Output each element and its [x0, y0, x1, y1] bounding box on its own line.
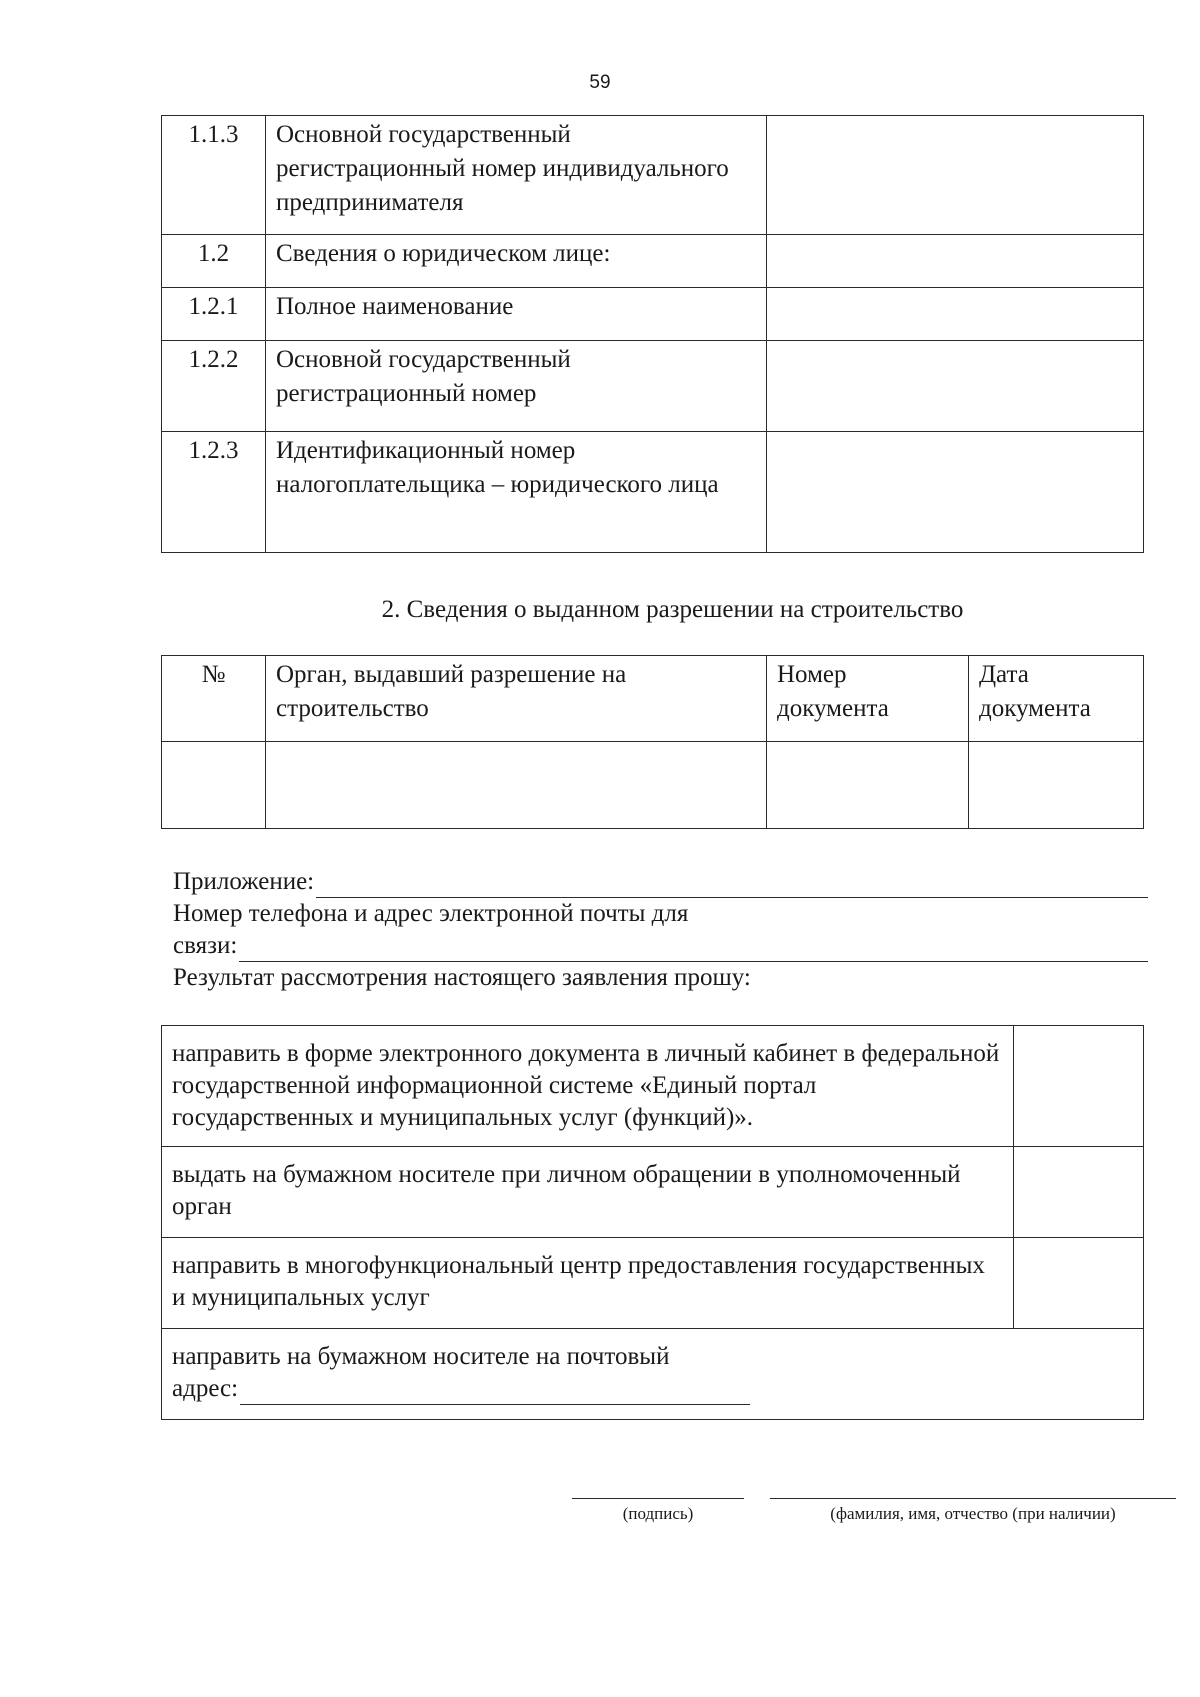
contact-label: Номер телефона и адрес электронной почты для	[173, 900, 689, 927]
table-row	[162, 341, 1144, 432]
row-label: Сведения о юридическом лице:	[266, 235, 767, 288]
result-label: Результат рассмотрения настоящего заявления прошу:	[173, 964, 751, 991]
document-number-field[interactable]	[767, 742, 969, 829]
table-row	[162, 1026, 1144, 1147]
row-value-field[interactable]	[767, 288, 1144, 341]
permit-table	[161, 655, 1144, 829]
table-header-row	[162, 656, 1144, 742]
row-value-field[interactable]	[767, 432, 1144, 553]
delivery-option-text: направить в форме электронного документа в личный кабинет в федеральной государственной информационной системе «Единый портал государственных и муниципальных услуг (функций)».	[162, 1026, 1014, 1147]
full-name-block	[770, 1498, 1176, 1524]
row-label: Полное наименование	[266, 288, 767, 341]
attachment-label: Приложение:	[173, 868, 315, 895]
contact-row	[173, 930, 1148, 962]
row-value-field[interactable]	[767, 235, 1144, 288]
header-document-number: Номер документа	[767, 656, 969, 742]
row-number: 1.2.3	[162, 432, 266, 553]
table-row	[162, 235, 1144, 288]
header-document-date: Дата документа	[969, 656, 1144, 742]
table-row	[162, 288, 1144, 341]
delivery-option-text: направить в многофункциональный центр предоставления государственных и муниципальных услуг	[162, 1238, 1014, 1329]
delivery-option-checkbox[interactable]	[1014, 1147, 1144, 1238]
row-label: Основной государственный регистрационный номер индивидуального предпринимателя	[266, 116, 767, 235]
document-date-field[interactable]	[969, 742, 1144, 829]
header-issuing-authority: Орган, выдавший разрешение на строительство	[266, 656, 767, 742]
row-number: 1.2.1	[162, 288, 266, 341]
table-row	[162, 116, 1144, 235]
contact-fill-line[interactable]	[239, 935, 1148, 962]
delivery-option-checkbox[interactable]	[1014, 1026, 1144, 1147]
table-row	[162, 742, 1144, 829]
delivery-option-postal	[162, 1329, 1144, 1420]
attachment-fill-line[interactable]	[316, 871, 1148, 898]
table-row	[162, 1329, 1144, 1420]
delivery-option-checkbox[interactable]	[1014, 1238, 1144, 1329]
table-row	[162, 1238, 1144, 1329]
signature-caption: (подпись)	[572, 1498, 744, 1524]
row-label: Основной государственный регистрационный номер	[266, 341, 767, 432]
delivery-option-text: выдать на бумажном носителе при личном обращении в уполномоченный орган	[162, 1147, 1014, 1238]
section-title: 2. Сведения о выданном разрешении на строительство	[381, 596, 964, 623]
issuing-authority-field[interactable]	[266, 742, 767, 829]
delivery-option-text: направить на бумажном носителе на почтовый	[172, 1343, 670, 1370]
row-label: Идентификационный номер налогоплательщика – юридического лица	[266, 432, 767, 553]
form-lines	[173, 866, 1148, 994]
table-row	[162, 432, 1144, 553]
row-number: 1.2.2	[162, 341, 266, 432]
header-number: №	[162, 656, 266, 742]
contact-label-cont: связи:	[173, 932, 238, 959]
table-row	[162, 1147, 1144, 1238]
applicant-info-table	[161, 115, 1144, 553]
row-number: 1.2	[162, 235, 266, 288]
delivery-options-table	[161, 1025, 1144, 1420]
full-name-caption: (фамилия, имя, отчество (при наличии)	[770, 1498, 1176, 1524]
postal-address-row	[172, 1373, 1133, 1405]
row-value-field[interactable]	[767, 341, 1144, 432]
number-field[interactable]	[162, 742, 266, 829]
signature-block	[572, 1498, 744, 1524]
row-number: 1.1.3	[162, 116, 266, 235]
attachment-row	[173, 866, 1148, 898]
postal-address-label: адрес:	[172, 1375, 239, 1402]
page-number: 59	[589, 72, 611, 93]
postal-address-fill-line[interactable]	[240, 1378, 750, 1405]
row-value-field[interactable]	[767, 116, 1144, 235]
